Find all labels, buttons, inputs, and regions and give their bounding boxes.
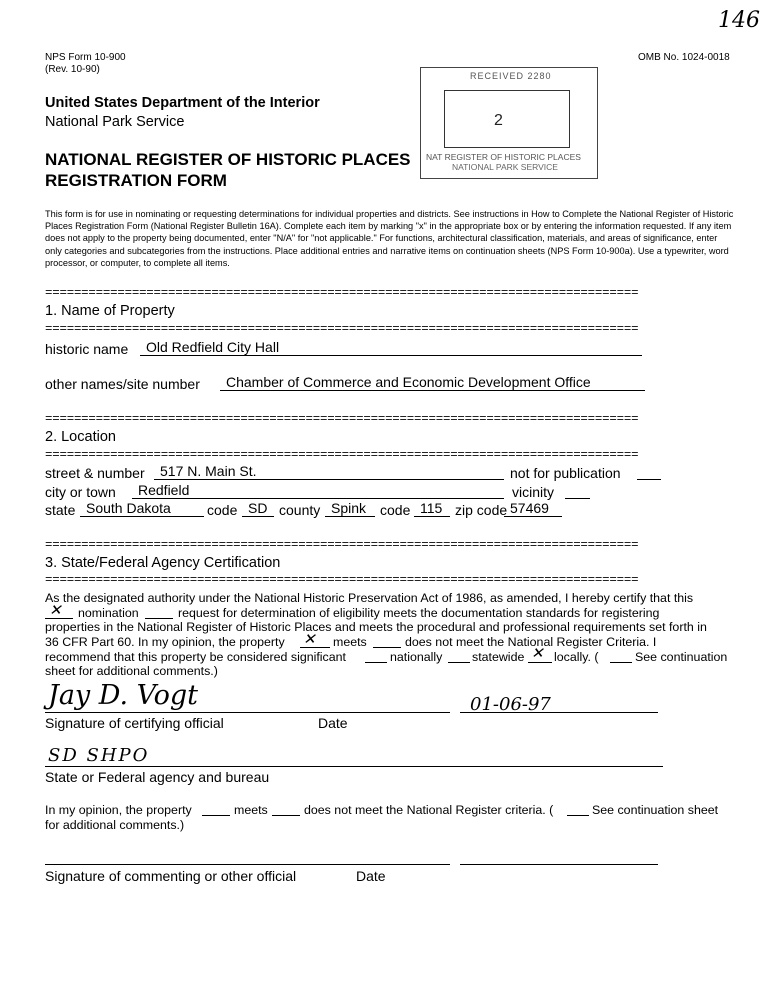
state-label: state <box>45 502 76 518</box>
signature-date-label: Date <box>318 715 348 731</box>
other-names-field[interactable] <box>220 374 645 391</box>
opinion-text-c: does not meet the National Register criteria. ( <box>304 803 554 817</box>
zip-label: zip code <box>455 502 508 518</box>
opinion-text-a: In my opinion, the property <box>45 803 192 817</box>
does-not-meet-blank[interactable] <box>373 647 401 648</box>
cert-line-2: request for determination of eligibility meets the documentation standards for registering <box>178 606 660 620</box>
opinion-continuation-blank[interactable] <box>567 815 589 816</box>
other-names-label: other names/site number <box>45 376 200 392</box>
state-field[interactable] <box>80 500 204 517</box>
form-revision: (Rev. 10-90) <box>45 64 100 75</box>
divider: ================================================================================== <box>45 412 639 426</box>
page-number: 146 <box>718 8 760 33</box>
state-value: South Dakota <box>86 500 171 516</box>
section-1-heading: 1. Name of Property <box>45 303 175 319</box>
agency-handwritten: SD SHPO <box>48 745 150 766</box>
signature-line[interactable] <box>45 712 450 713</box>
vicinity-blank[interactable] <box>565 498 590 499</box>
state-code-value: SD <box>248 500 268 516</box>
street-label: street & number <box>45 465 145 481</box>
official-signature: Jay D. Vogt <box>48 680 199 711</box>
county-value: Spink <box>331 500 367 516</box>
commenting-signature-label: Signature of commenting or other official <box>45 868 297 884</box>
form-subtitle: REGISTRATION FORM <box>45 171 227 190</box>
other-names-value: Chamber of Commerce and Economic Development Office <box>226 374 591 390</box>
opinion-line-2: for additional comments.) <box>45 818 185 832</box>
agency-line[interactable] <box>45 766 663 767</box>
omb-number: OMB No. 1024-0018 <box>638 52 730 63</box>
agency-label: State or Federal agency and bureau <box>45 769 270 785</box>
county-field[interactable] <box>325 500 375 517</box>
stamp-received-text: RECEIVED 2280 <box>470 71 552 81</box>
cert-nomination-label: nomination <box>78 606 139 620</box>
county-label: county <box>279 502 321 518</box>
nomination-x-mark: ✕ <box>49 601 62 619</box>
cert-continuation-label: See continuation <box>635 650 728 664</box>
county-code-field[interactable] <box>414 500 450 517</box>
cert-line-3: properties in the National Register of Historic Places and meets the procedural and professional requirements set forth in <box>45 620 707 634</box>
divider: ================================================================================== <box>45 286 639 300</box>
cert-line-6: sheet for additional comments.) <box>45 664 218 678</box>
commenting-date-label: Date <box>356 868 386 884</box>
vicinity-label: vicinity <box>512 484 555 500</box>
cert-statewide-label: statewide <box>472 650 525 664</box>
commenting-date-line[interactable] <box>460 864 658 865</box>
service-name: National Park Service <box>45 114 185 130</box>
signature-date-handwritten: 01-06-97 <box>470 694 551 715</box>
historic-name-value: Old Redfield City Hall <box>146 339 280 355</box>
cert-line-5a: recommend that this property be considered significant <box>45 650 346 664</box>
divider: ================================================================================== <box>45 573 639 587</box>
state-code-field[interactable] <box>242 500 274 517</box>
county-code-label: code <box>380 502 411 518</box>
not-for-publication-label: not for publication <box>510 465 621 481</box>
nationally-blank[interactable] <box>365 662 387 663</box>
opinion-meets-blank[interactable] <box>202 815 230 816</box>
locally-blank[interactable] <box>528 662 552 663</box>
cert-nationally-label: nationally <box>390 650 443 664</box>
city-value: Redfield <box>138 482 190 498</box>
street-value: 517 N. Main St. <box>160 463 257 479</box>
cert-line-4c: does not meet the National Register Criteria. I <box>405 635 657 649</box>
zip-value: 57469 <box>510 500 549 516</box>
meets-x-mark: ✕ <box>303 630 316 648</box>
county-code-value: 115 <box>420 500 443 516</box>
signature-label: Signature of certifying official <box>45 715 224 731</box>
stamp-inner-box <box>444 90 570 148</box>
continuation-blank[interactable] <box>610 662 632 663</box>
form-number: NPS Form 10-900 <box>45 52 126 63</box>
zip-field[interactable] <box>504 500 562 517</box>
cert-line-1: As the designated authority under the National Historic Preservation Act of 1986, as amended, I hereby certify that this <box>45 591 694 605</box>
divider: ================================================================================== <box>45 448 639 462</box>
department-name: United States Department of the Interior <box>45 95 320 111</box>
locally-x-mark: ✕ <box>531 644 544 662</box>
signature-date-line[interactable] <box>460 712 658 713</box>
opinion-does-not-meet-blank[interactable] <box>272 815 300 816</box>
city-label: city or town <box>45 484 116 500</box>
city-field[interactable] <box>132 482 504 499</box>
state-code-label: code <box>207 502 238 518</box>
cert-line-4a: 36 CFR Part 60. In my opinion, the property <box>45 635 285 649</box>
not-for-publication-blank[interactable] <box>637 479 661 480</box>
commenting-signature-line[interactable] <box>45 864 450 865</box>
historic-name-field[interactable] <box>140 339 642 356</box>
divider: ================================================================================== <box>45 538 639 552</box>
opinion-text-d: See continuation sheet <box>592 803 719 817</box>
section-2-heading: 2. Location <box>45 429 116 445</box>
street-field[interactable] <box>154 463 504 480</box>
section-3-heading: 3. State/Federal Agency Certification <box>45 555 281 571</box>
form-title: NATIONAL REGISTER OF HISTORIC PLACES <box>45 150 411 169</box>
cert-locally-label: locally. ( <box>554 650 599 664</box>
determination-blank[interactable] <box>145 618 173 619</box>
opinion-meets-label: meets <box>234 803 268 817</box>
stamp-number: 2 <box>494 112 503 129</box>
statewide-blank[interactable] <box>448 662 470 663</box>
instructions-text: This form is for use in nominating or requesting determinations for individual properties and districts. See instructions in How to Complete the National Register of Historic Places Registration Form (National Register Bulletin 16A). Complete each item by marking "x" in the appropriate box or by entering the information requested. If any item does not apply to the property being documented, enter "N/A" for "not applicable." For functions, architectural classification, materials, and areas of significance, enter only categories and subcategories from the instructions. Place additional entries and narrative items on continuation sheets (NPS Form 10-900a). Use a typewriter, word processor, or computer, to complete all items. <box>45 209 734 268</box>
historic-name-label: historic name <box>45 341 129 357</box>
cert-meets-label: meets <box>333 635 367 649</box>
divider: ================================================================================== <box>45 322 639 336</box>
stamp-line-1: NAT REGISTER OF HISTORIC PLACES <box>426 152 581 162</box>
stamp-line-2: NATIONAL PARK SERVICE <box>452 162 558 172</box>
